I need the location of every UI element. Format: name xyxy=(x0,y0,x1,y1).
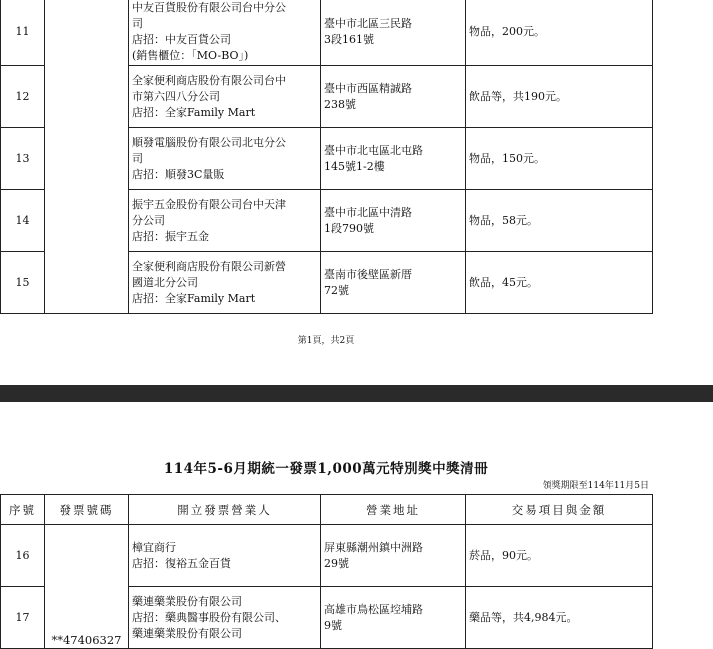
cell-line: 臺南市後壁區新厝 xyxy=(324,267,412,281)
merchant-cell xyxy=(129,525,321,587)
page-footer: 第1頁，共2頁 xyxy=(297,336,355,346)
document-page-2 xyxy=(0,402,713,645)
header-no: 序號 xyxy=(1,495,45,525)
cell-line: 店招：全家Family Mart xyxy=(132,105,256,119)
row-number: 12 xyxy=(1,66,45,128)
address-cell xyxy=(321,66,466,128)
address-cell xyxy=(321,128,466,190)
page-separator xyxy=(0,385,713,402)
cell-line: 司 xyxy=(132,151,143,165)
merchant-cell xyxy=(129,128,321,190)
cell-line: 店招：藥典醫事股份有限公司、 xyxy=(132,610,286,624)
cell-line: 振宇五金股份有限公司台中天津 xyxy=(132,197,286,211)
cell-line: 72號 xyxy=(324,283,349,297)
address-cell xyxy=(321,0,466,66)
item-amount-cell: 飲品等，共190元。 xyxy=(466,66,653,128)
document-title: 114年5-6月期統一發票1,000萬元特別獎中獎清冊 xyxy=(163,461,489,477)
header-merchant: 開立發票營業人 xyxy=(129,495,321,525)
cell-line: 藥連藥業股份有限公司 xyxy=(132,594,242,608)
address-cell xyxy=(321,525,466,587)
cell-line: 藥連藥業股份有限公司 xyxy=(132,626,242,640)
row-number: 13 xyxy=(1,128,45,190)
header-address: 營業地址 xyxy=(321,495,466,525)
cell-line: 臺中市北區三民路 xyxy=(324,16,412,30)
item-amount-cell: 菸品，90元。 xyxy=(466,525,653,587)
cell-line: 市第六四八分公司 xyxy=(132,89,220,103)
address-cell xyxy=(321,252,466,314)
cell-line: 臺中市西區精誠路 xyxy=(324,81,412,95)
table-header-row xyxy=(1,495,653,525)
cell-line: 國道北分公司 xyxy=(132,275,198,289)
cell-line: 中友百貨股份有限公司台中分公 xyxy=(132,0,286,14)
cell-line: 29號 xyxy=(324,556,349,570)
merchant-cell xyxy=(129,0,321,66)
cell-line: 分公司 xyxy=(132,213,165,227)
cell-line: 高雄市鳥松區埪埔路 xyxy=(324,602,423,616)
cell-line: 店招：中友百貨公司 xyxy=(132,32,231,46)
table-row xyxy=(1,0,653,66)
table-row xyxy=(1,525,653,587)
cell-line: 全家便利商店股份有限公司新營 xyxy=(132,259,286,273)
cell-line: 臺中市北屯區北屯路 xyxy=(324,143,423,157)
item-amount-cell: 物品，58元。 xyxy=(466,190,653,252)
address-cell xyxy=(321,587,466,649)
cell-line: 司 xyxy=(132,16,143,30)
merchant-cell xyxy=(129,190,321,252)
row-number: 17 xyxy=(1,587,45,649)
header-item: 交易項目與金額 xyxy=(466,495,653,525)
cell-line: 1段790號 xyxy=(324,221,374,235)
cell-line: 屏東縣潮州鎮中洲路 xyxy=(324,540,423,554)
merchant-cell xyxy=(129,587,321,649)
invoice-number-cell xyxy=(45,0,129,314)
winners-table-page-2 xyxy=(0,494,653,649)
cell-line: 3段161號 xyxy=(324,32,374,46)
cell-line: 店招：復裕五金百貨 xyxy=(132,556,231,570)
item-amount-cell: 物品，200元。 xyxy=(466,0,653,66)
item-amount-cell: 飲品，45元。 xyxy=(466,252,653,314)
row-number: 15 xyxy=(1,252,45,314)
item-amount-cell: 藥品等，共4,984元。 xyxy=(466,587,653,649)
cell-line: 店招：振宇五金 xyxy=(132,229,209,243)
address-cell xyxy=(321,190,466,252)
cell-line: 全家便利商店股份有限公司台中 xyxy=(132,73,286,87)
cell-line: 樟宜商行 xyxy=(132,540,176,554)
cell-line: 店招：全家Family Mart xyxy=(132,291,256,305)
item-amount-cell: 物品，150元。 xyxy=(466,128,653,190)
row-number: 14 xyxy=(1,190,45,252)
cell-line: 臺中市北區中清路 xyxy=(324,205,412,219)
invoice-number: **47406327 xyxy=(45,525,129,649)
winners-table-page-1 xyxy=(0,0,653,314)
cell-line: 順發電腦股份有限公司北屯分公 xyxy=(132,135,286,149)
merchant-cell xyxy=(129,66,321,128)
row-number: 16 xyxy=(1,525,45,587)
cell-line: 店招：順發3C量販 xyxy=(132,167,225,181)
claim-deadline: 領獎期限至114年11月5日 xyxy=(542,481,649,491)
header-invoice: 發票號碼 xyxy=(45,495,129,525)
row-number: 11 xyxy=(1,0,45,66)
merchant-cell xyxy=(129,252,321,314)
cell-line: (銷售櫃位：「MO-BO」) xyxy=(132,48,249,62)
cell-line: 238號 xyxy=(324,97,356,111)
cell-line: 9號 xyxy=(324,618,342,632)
cell-line: 145號1-2樓 xyxy=(324,159,385,173)
